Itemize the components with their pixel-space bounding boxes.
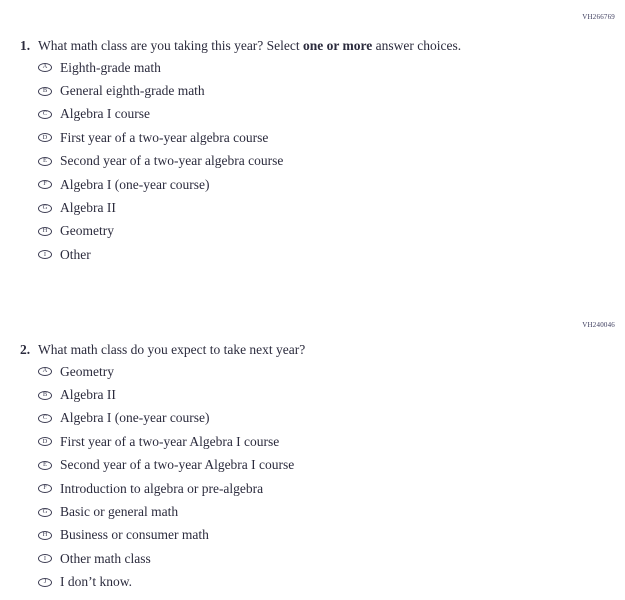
answer-option-row bbox=[38, 571, 294, 594]
question-1-text-post: answer choices. bbox=[372, 38, 462, 53]
answer-option-label: First year of a two-year algebra course bbox=[60, 129, 269, 145]
answer-option-label: I don’t know. bbox=[60, 574, 132, 590]
answer-option-label: Other math class bbox=[60, 550, 151, 566]
answer-option-row bbox=[38, 126, 283, 149]
answer-bubble-icon[interactable]: H bbox=[38, 531, 52, 540]
answer-option-row bbox=[38, 477, 294, 500]
answer-option-row bbox=[38, 196, 283, 219]
answer-option-label: Eighth-grade math bbox=[60, 59, 161, 75]
answer-option-row bbox=[38, 430, 294, 453]
answer-option-row bbox=[38, 407, 294, 430]
answer-option-row bbox=[38, 243, 283, 266]
answer-bubble-icon[interactable]: E bbox=[38, 461, 52, 470]
answer-option-label: Second year of a two-year algebra course bbox=[60, 153, 284, 169]
answer-bubble-icon[interactable]: G bbox=[38, 204, 52, 213]
question-2 bbox=[20, 342, 305, 358]
answer-bubble-icon[interactable]: E bbox=[38, 157, 52, 166]
answer-bubble-icon[interactable]: D bbox=[38, 437, 52, 446]
answer-option-row bbox=[38, 500, 294, 523]
question-2-options bbox=[38, 360, 294, 594]
question-2-text-pre: What math class do you expect to take next year? bbox=[38, 342, 306, 357]
answer-bubble-icon[interactable]: I bbox=[38, 250, 52, 259]
answer-bubble-icon[interactable]: I bbox=[38, 554, 52, 563]
answer-bubble-icon[interactable]: F bbox=[38, 484, 52, 493]
answer-option-label: Algebra I (one-year course) bbox=[60, 410, 210, 426]
answer-option-label: Other bbox=[60, 246, 91, 262]
question-1-text-bold: one or more bbox=[303, 38, 373, 53]
item-code-question-2: VH240046 bbox=[582, 321, 615, 329]
question-2-number: 2. bbox=[20, 342, 31, 357]
answer-option-row bbox=[38, 360, 294, 383]
answer-option-label: Business or consumer math bbox=[60, 527, 209, 543]
question-1 bbox=[20, 38, 461, 54]
answer-bubble-icon[interactable]: F bbox=[38, 180, 52, 189]
answer-option-label: Algebra I (one-year course) bbox=[60, 176, 210, 192]
answer-bubble-icon[interactable]: H bbox=[38, 227, 52, 236]
answer-bubble-icon[interactable]: C bbox=[38, 414, 52, 423]
answer-bubble-icon[interactable]: A bbox=[38, 367, 52, 376]
answer-option-row bbox=[38, 547, 294, 570]
answer-bubble-icon[interactable]: B bbox=[38, 87, 52, 96]
answer-bubble-icon[interactable]: C bbox=[38, 110, 52, 119]
answer-option-label: First year of a two-year Algebra I course bbox=[60, 433, 280, 449]
answer-option-row bbox=[38, 524, 294, 547]
answer-option-label: Algebra I course bbox=[60, 106, 150, 122]
answer-option-label: Second year of a two-year Algebra I course bbox=[60, 457, 295, 473]
question-1-number: 1. bbox=[20, 38, 31, 53]
answer-option-row bbox=[38, 150, 283, 173]
answer-option-row bbox=[38, 173, 283, 196]
answer-bubble-icon[interactable]: J bbox=[38, 578, 52, 587]
answer-option-label: Introduction to algebra or pre-algebra bbox=[60, 480, 264, 496]
answer-bubble-icon[interactable]: B bbox=[38, 391, 52, 400]
question-1-options bbox=[38, 56, 283, 267]
answer-option-label: Basic or general math bbox=[60, 504, 179, 520]
answer-option-row bbox=[38, 56, 283, 79]
item-code-question-1: VH266769 bbox=[582, 13, 615, 21]
answer-option-row bbox=[38, 79, 283, 102]
answer-option-row bbox=[38, 454, 294, 477]
answer-option-label: Geometry bbox=[60, 363, 114, 379]
question-1-text-pre: What math class are you taking this year? Select bbox=[38, 38, 304, 53]
answer-bubble-icon[interactable]: A bbox=[38, 63, 52, 72]
answer-option-label: Algebra II bbox=[60, 200, 116, 216]
answer-option-label: Geometry bbox=[60, 223, 114, 239]
answer-option-row bbox=[38, 383, 294, 406]
answer-option-label: General eighth-grade math bbox=[60, 83, 205, 99]
answer-bubble-icon[interactable]: G bbox=[38, 508, 52, 517]
answer-bubble-icon[interactable]: D bbox=[38, 133, 52, 142]
question-1-text bbox=[38, 38, 461, 54]
answer-option-row bbox=[38, 103, 283, 126]
answer-option-label: Algebra II bbox=[60, 387, 116, 403]
question-2-text bbox=[38, 342, 305, 358]
answer-option-row bbox=[38, 220, 283, 243]
